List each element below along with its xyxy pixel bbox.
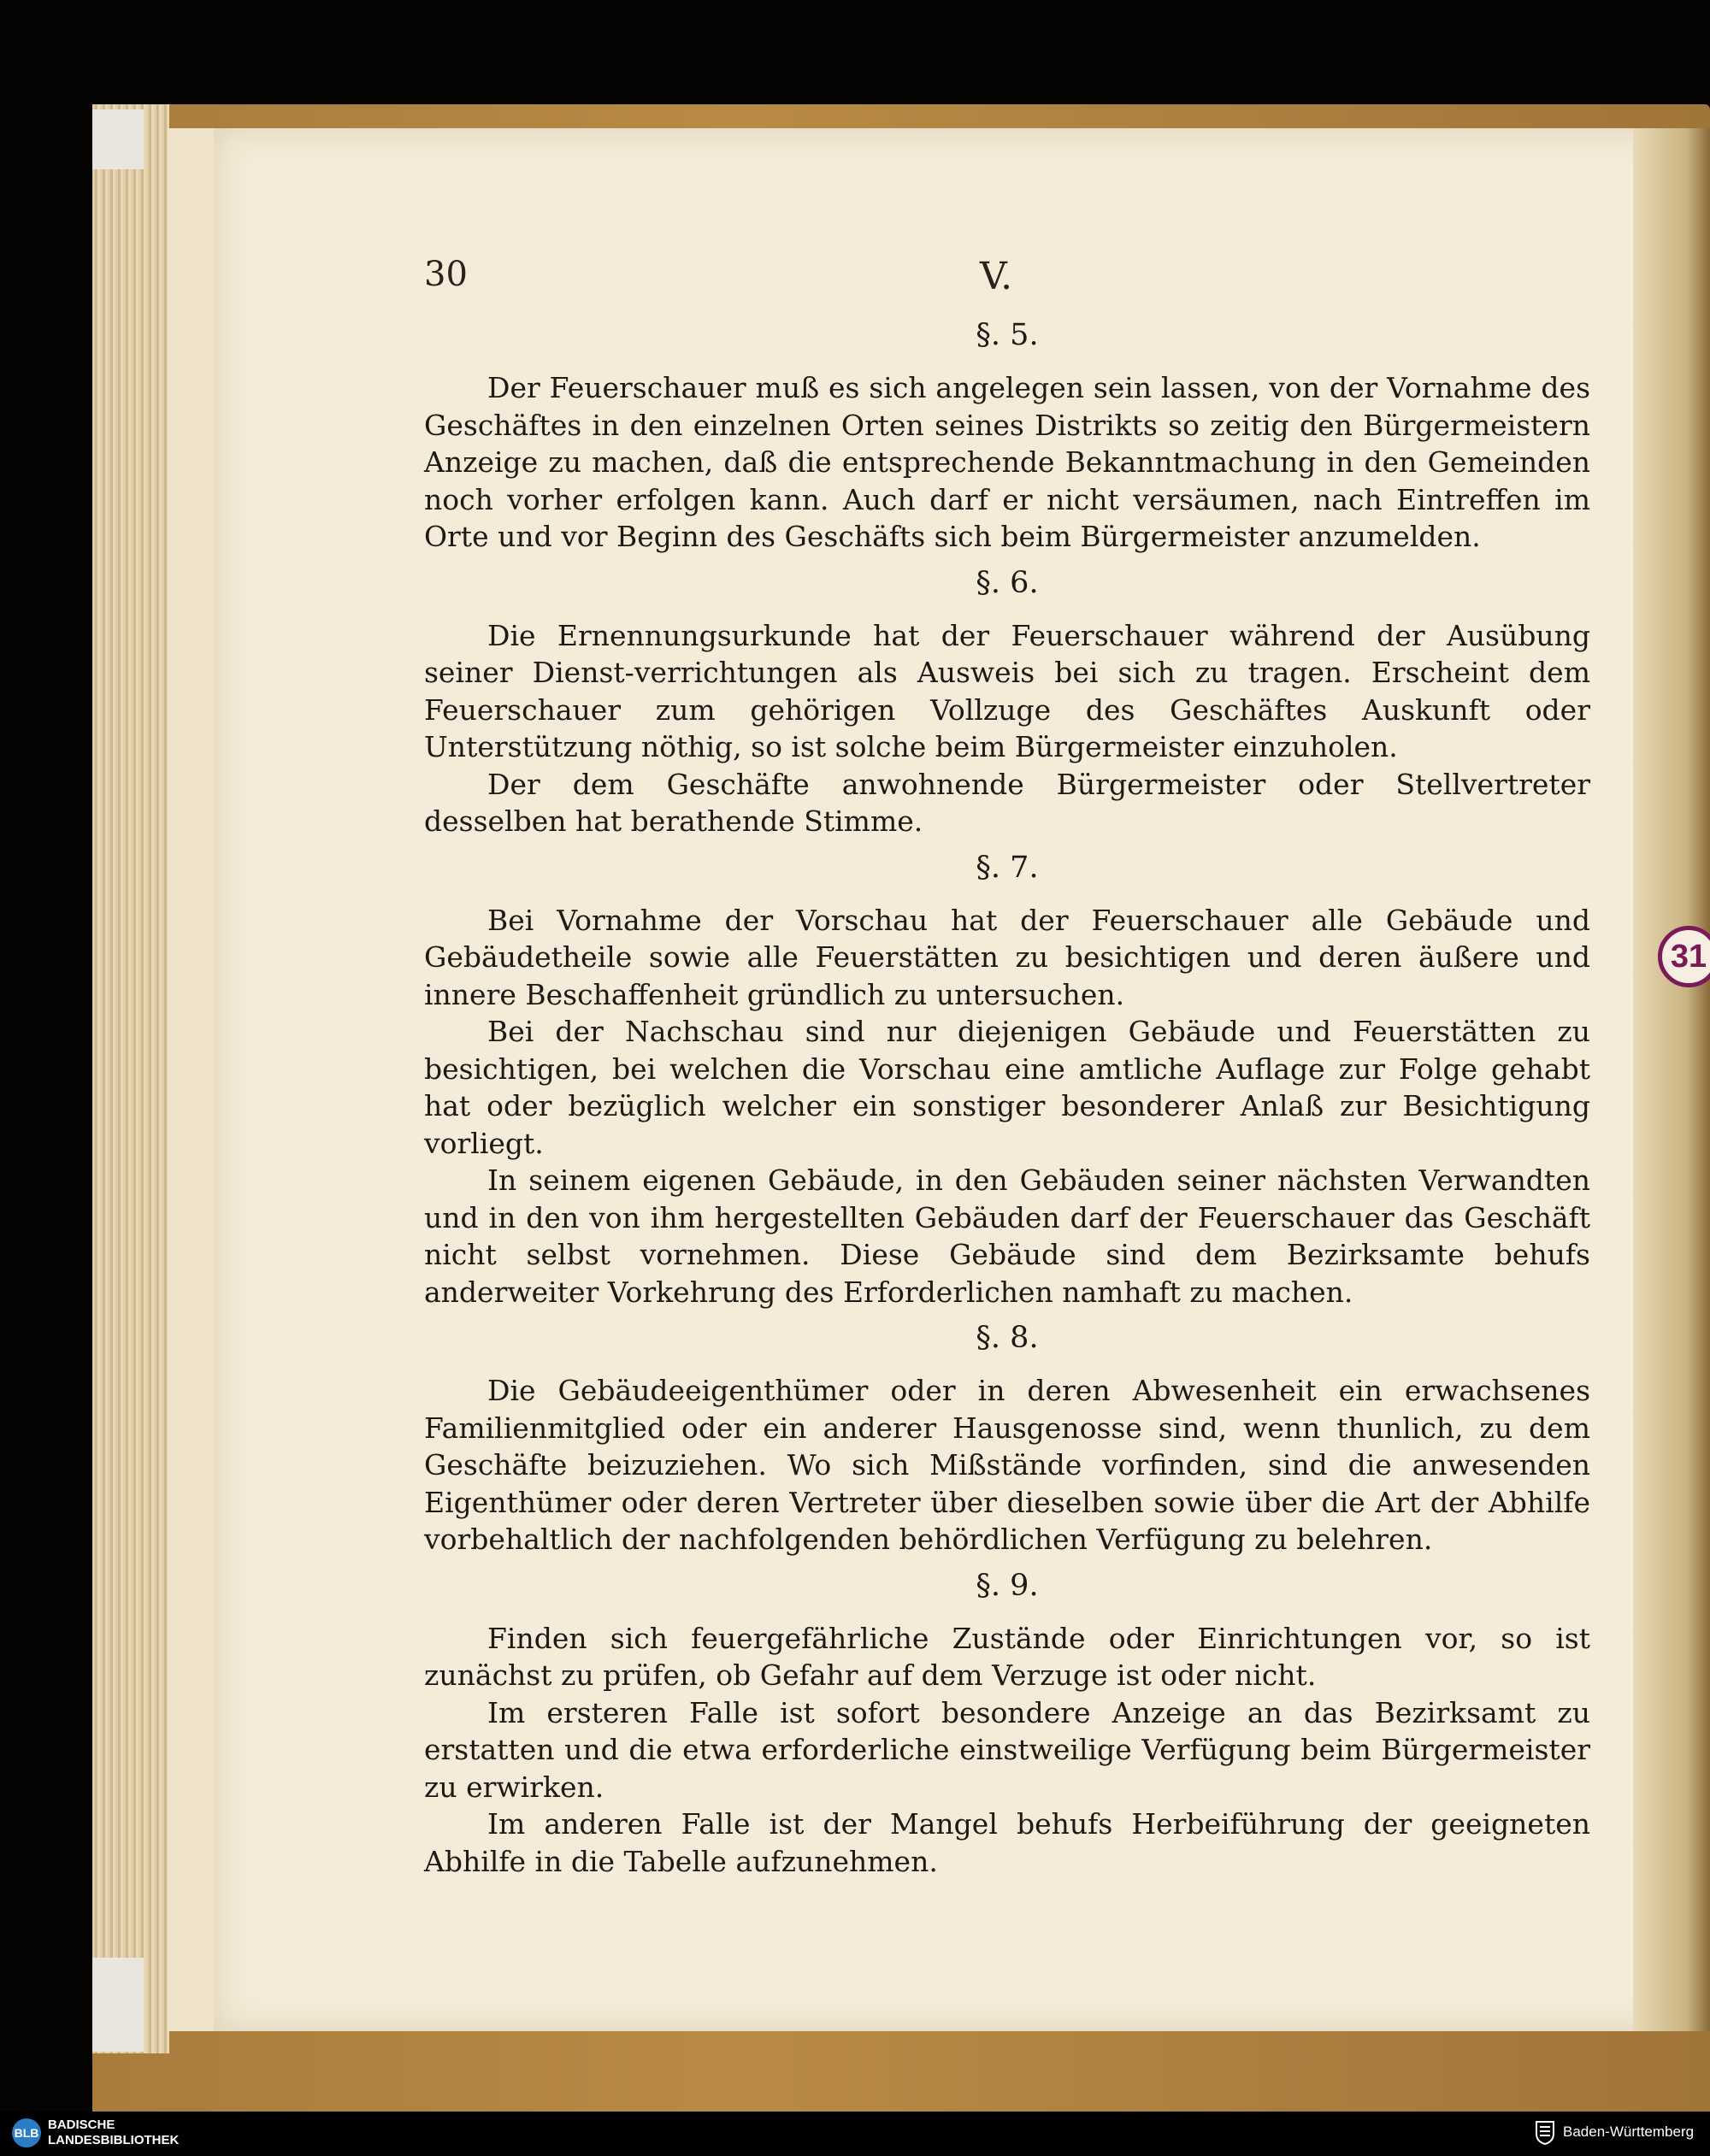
blb-logo-icon[interactable]: BLB xyxy=(12,2118,41,2147)
binding-tape-top xyxy=(92,109,144,169)
page-text xyxy=(424,308,1590,1880)
library-line-1: BADISCHE xyxy=(48,2118,115,2132)
paragraph: Der dem Geschäfte anwohnende Bürgermeister oder Stellvertreter desselben hat berathende Stimme. xyxy=(424,767,1590,838)
section-6 xyxy=(424,566,1590,840)
page-edges xyxy=(92,104,169,2053)
state-name[interactable]: Baden-Württemberg xyxy=(1563,2124,1695,2140)
section-title: §. 5. xyxy=(976,318,1039,352)
library-name[interactable] xyxy=(48,2118,179,2148)
page-number: 30 xyxy=(424,255,468,294)
section-title: §. 9. xyxy=(976,1568,1039,1603)
library-line-2: LANDESBIBLIOTHEK xyxy=(48,2133,180,2147)
page-stamp: 31 xyxy=(1658,926,1710,987)
section-8 xyxy=(424,1321,1590,1558)
paragraph: Die Ernennungsurkunde hat der Feuerschauer während der Ausübung seiner Dienst-verrichtungen als Ausweis bei sich zu tragen. Erscheint dem Feuerschauer zum gehörigen Vollzuge des Geschäftes Auskunft oder Unterstützung nöthig, so ist solche beim Bürgermeister einzuholen. xyxy=(424,618,1590,763)
paragraph: Bei Vornahme der Vorschau hat der Feuerschauer alle Gebäude und Gebäudetheile sowie alle Feuerstätten zu besichtigen und deren äußere und innere Beschaffenheit gründlich zu untersuchen. xyxy=(424,903,1590,1011)
paragraph: Der Feuerschauer muß es sich angelegen sein lassen, von der Vornahme des Geschäftes in den einzelnen Orten seines Distrikts so zeitig den Bürgermeistern Anzeige zu machen, daß die entsprechende Bekanntmachung in den Gemeinden noch vorher erfolgen kann. Auch darf er nicht versäumen, nach Eintreffen im Orte und vor Beginn des Geschäfts sich beim Bürgermeister anzumelden. xyxy=(424,371,1590,553)
paragraph: In seinem eigenen Gebäude, in den Gebäuden seiner nächsten Verwandten und in den von ihm hergestellten Gebäuden darf der Feuerschauer das Geschäft nicht selbst vornehmen. Diese Gebäude sind dem Bezirksamte behufs anderweiter Vorkehrung des Erforderlichen namhaft zu machen. xyxy=(424,1163,1590,1309)
section-9 xyxy=(424,1569,1590,1881)
section-7 xyxy=(424,851,1590,1311)
binding-tape-bottom xyxy=(92,1958,144,2052)
section-5 xyxy=(424,318,1590,556)
paragraph: Finden sich feuergefährliche Zustände oder Einrichtungen vor, so ist zunächst zu prüfen, ob Gefahr auf dem Verzuge ist oder nicht. xyxy=(424,1621,1590,1692)
section-title: §. 8. xyxy=(976,1321,1039,1355)
page-heading: V. xyxy=(980,255,1013,298)
baden-wuerttemberg-logo-icon[interactable] xyxy=(1534,2120,1556,2146)
section-title: §. 7. xyxy=(976,850,1039,885)
paragraph: Bei der Nachschau sind nur diejenigen Gebäude und Feuerstätten zu besichtigen, bei welchen die Vorschau eine amtliche Auflage zur Folge gehabt hat oder bezüglich welcher ein sonstiger besonderer Anlaß zur Besichtigung vorliegt. xyxy=(424,1015,1590,1160)
section-title: §. 6. xyxy=(976,565,1039,600)
paragraph: Im anderen Falle ist der Mangel behufs Herbeiführung der geeigneten Abhilfe in die Tabelle aufzunehmen. xyxy=(424,1807,1590,1878)
page-gutter xyxy=(1633,128,1710,2031)
paragraph: Die Gebäudeeigenthümer oder in deren Abwesenheit ein erwachsenes Familienmitglied oder ein anderer Hausgenosse sind, wenn thunlich, zu dem Geschäfte beizuziehen. Wo sich Mißstände vorfinden, sind die anwesenden Eigenthümer oder deren Vertreter über dieselben sowie über die Art der Abhilfe vorbehaltlich der nachfolgenden behördlichen Verfügung zu belehren. xyxy=(424,1374,1590,1556)
footer-bar xyxy=(0,2112,1710,2156)
paragraph: Im ersteren Falle ist sofort besondere Anzeige an das Bezirksamt zu erstatten und die etwa erforderliche einstweilige Verfügung beim Bürgermeister zu erwirken. xyxy=(424,1695,1590,1804)
